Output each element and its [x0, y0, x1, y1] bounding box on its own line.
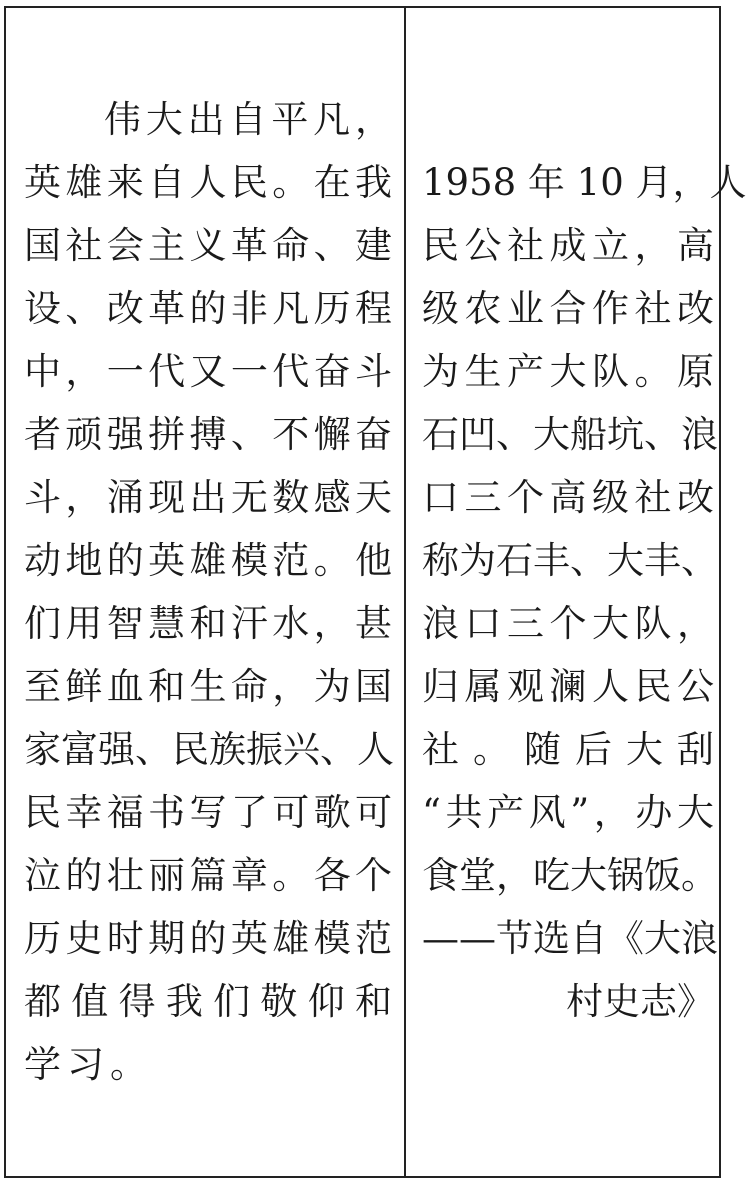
text-line: 伟大出自平凡， — [104, 98, 392, 141]
text-line: 级农业合作社改 — [422, 287, 714, 330]
text-line: 设、改革的非凡历程 — [24, 287, 392, 330]
text-line: 民公社成立，高 — [422, 224, 714, 267]
text-line: 泣的壮丽篇章。各个 — [24, 854, 392, 897]
text-line: 者顽强拼搏、不懈奋 — [24, 413, 392, 456]
source-citation: ——节选自《大浪 — [422, 917, 718, 960]
text-line: 都值得我们敬仰和 — [24, 980, 392, 1023]
text-line: 浪口三个大队， — [422, 602, 714, 645]
source-citation: 村史志》 — [566, 980, 714, 1023]
text-line: 口三个高级社改 — [422, 476, 714, 519]
text-line: 历史时期的英雄模范 — [24, 917, 392, 960]
text-line: 动地的英雄模范。他 — [24, 539, 392, 582]
text-line: 中，一代又一代奋斗 — [24, 350, 392, 393]
text-line: 们用智慧和汗水，甚 — [24, 602, 392, 645]
text-line: 1958 年 10 月，人 — [422, 161, 747, 204]
text-line: 国社会主义革命、建 — [24, 224, 392, 267]
text-line: 为生产大队。原 — [422, 350, 714, 393]
text-line: “共产风”，办大 — [422, 791, 714, 834]
column-divider — [404, 6, 406, 1178]
right-column-text — [422, 151, 747, 1033]
text-line: 斗，涌现出无数感天 — [24, 476, 392, 519]
text-line: 民幸福书写了可歌可 — [24, 791, 392, 834]
text-line: 至鲜血和生命，为国 — [24, 665, 392, 708]
text-line: 石凹、大船坑、浪 — [422, 413, 718, 456]
left-column-text — [24, 88, 392, 1096]
text-line: 社。随后大刮 — [422, 728, 714, 771]
text-line: 英雄来自人民。在我 — [24, 161, 392, 204]
text-line: 家富强、民族振兴、人 — [24, 728, 394, 771]
text-line: 称为石丰、大丰、 — [422, 539, 718, 582]
text-line: 学习。 — [24, 1043, 153, 1086]
text-line: 归属观澜人民公 — [422, 665, 714, 708]
text-line: 食堂，吃大锅饭。 — [422, 854, 718, 897]
